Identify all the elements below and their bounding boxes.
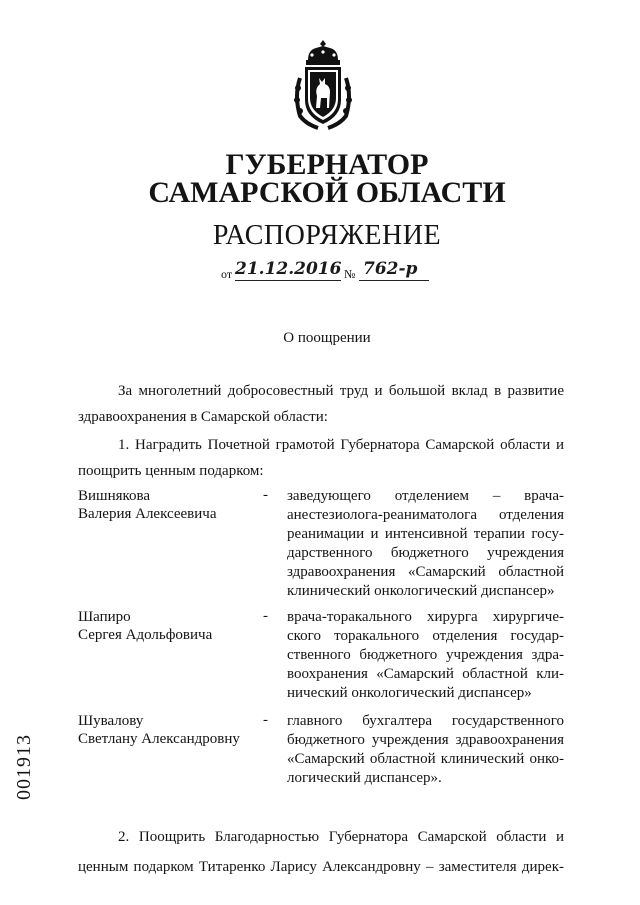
- recipient-given-names: Валерия Алексеевича: [78, 506, 217, 522]
- intro-paragraph: [78, 380, 564, 428]
- text-line: логический диспансер».: [287, 770, 442, 786]
- recipient-name: [78, 487, 216, 523]
- handwritten-number: 762-р: [363, 259, 418, 279]
- recipient-position: [287, 608, 564, 703]
- governor-title: ГУБЕРНАТОР: [225, 148, 429, 181]
- registration-number-stamp: 001913: [13, 734, 35, 800]
- number-prefix: №: [344, 267, 356, 281]
- text-line: ценным подарком Титаренко Ларису Александровну – заместителя дирек-: [78, 859, 564, 875]
- text-line: врача-торакального хирурга хирургиче-: [287, 609, 564, 625]
- document-type-title: РАСПОРЯЖЕНИЕ: [212, 220, 442, 251]
- number-underline: [359, 280, 429, 281]
- region-title: САМАРСКОЙ ОБЛАСТИ: [148, 176, 506, 209]
- text-line: ского торакального отделения государ-: [287, 628, 564, 644]
- text-line: воохранения «Самарский областной кли-: [287, 666, 564, 682]
- recipient-given-names: Сергея Адольфовича: [78, 627, 213, 643]
- text-line: анестезиолога-реаниматолога отделения: [287, 507, 564, 523]
- text-line: здравоохранения «Самарский областной: [287, 564, 564, 580]
- text-line: «Самарский областной клинический онко-: [287, 751, 564, 767]
- text-line: нический онкологический диспансер»: [287, 685, 532, 701]
- list-dash: -: [263, 608, 268, 624]
- subject-heading: О поощрении: [283, 330, 371, 346]
- recipient-position: [287, 487, 564, 601]
- text-line: заведующего отделением – врача-: [287, 488, 564, 504]
- list-dash: -: [263, 487, 268, 503]
- text-line: поощрить ценным подарком:: [78, 463, 264, 479]
- recipient-surname: Вишнякова: [78, 488, 151, 504]
- item2-paragraph: [78, 826, 564, 878]
- item1-paragraph: [78, 434, 564, 482]
- text-line: бюджетного учреждения здравоохранения: [287, 732, 564, 748]
- text-line: 2. Поощрить Благодарностью Губернатора Самарской области и: [118, 829, 564, 845]
- text-line: ственного бюджетного учреждения здра-: [287, 647, 564, 663]
- date-underline: [235, 280, 341, 281]
- text-line: клинический онкологический диспансер»: [287, 583, 555, 599]
- text-line: За многолетний добросовестный труд и большой вклад в развитие: [118, 383, 564, 399]
- text-line: реанимации и интенсивной терапии госу-: [287, 526, 564, 542]
- recipient-name: [78, 712, 240, 748]
- samara-coat-of-arms-icon: [292, 38, 354, 130]
- recipient-surname: Шувалову: [78, 713, 144, 729]
- date-prefix: от: [221, 267, 233, 281]
- recipient-name: [78, 608, 212, 644]
- recipient-position: [287, 712, 564, 788]
- text-line: 1. Наградить Почетной грамотой Губернатора Самарской области и: [118, 437, 564, 453]
- text-line: главного бухгалтера государственного: [287, 713, 564, 729]
- recipient-given-names: Светлану Александровну: [78, 731, 240, 747]
- list-dash: -: [263, 712, 268, 728]
- text-line: дарственного бюджетного учреждения: [287, 545, 564, 561]
- handwritten-date: 21.12.2016: [235, 259, 342, 279]
- text-line: здравоохранения в Самарской области:: [78, 409, 328, 425]
- recipient-surname: Шапиро: [78, 609, 131, 625]
